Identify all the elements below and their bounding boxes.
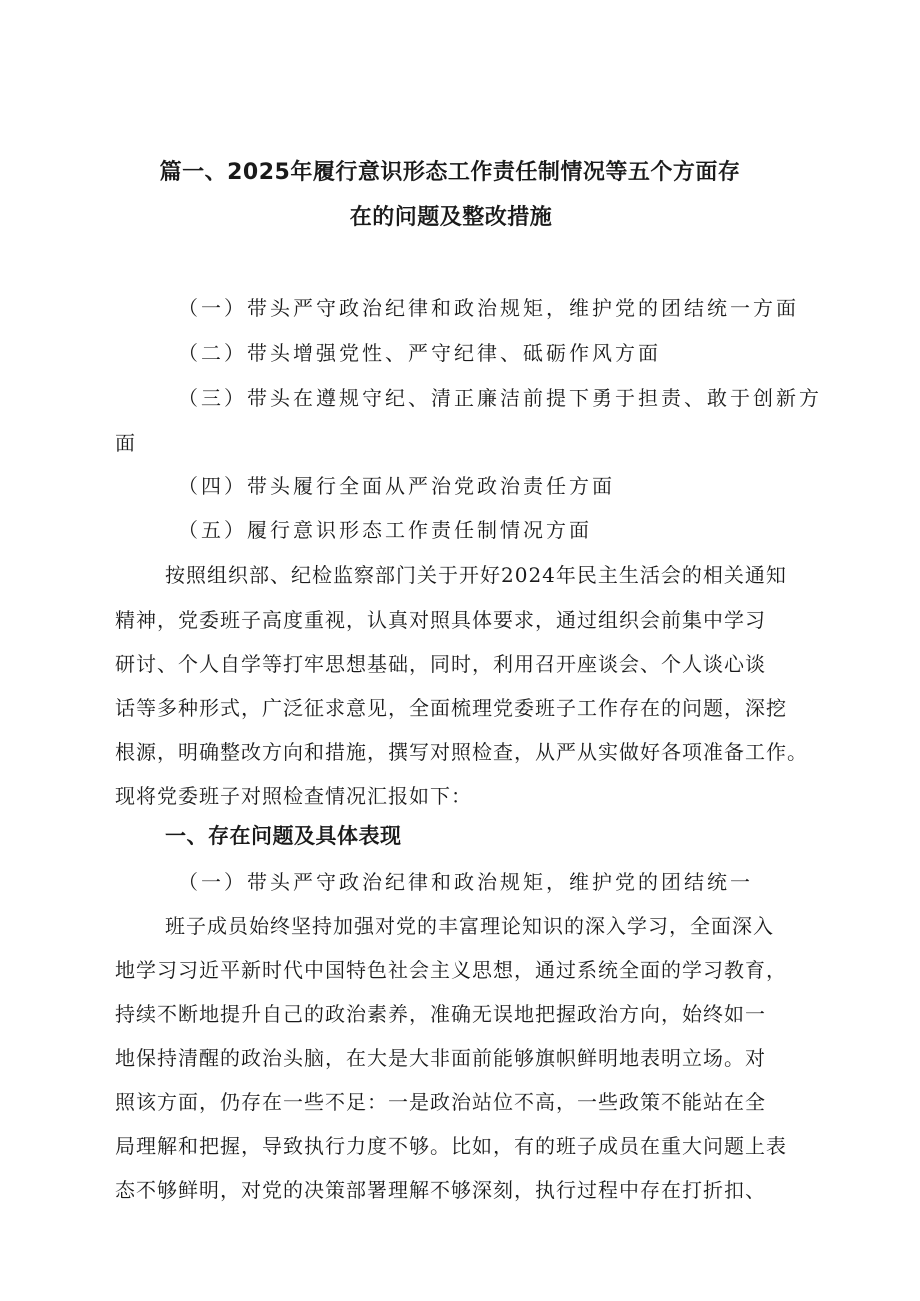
document-title-line-1: 篇一、2025年履行意识形态工作责任制情况等五个方面存 — [159, 160, 741, 185]
toc-item-3-continued: 面 — [115, 431, 136, 455]
section-heading: 一、存在问题及具体表现 — [165, 824, 402, 848]
body-line-2: 地学习习近平新时代中国特色社会主义思想，通过系统全面的学习教育， — [115, 958, 787, 982]
body-line-4: 地保持清醒的政治头脑，在大是大非面前能够旗帜鲜明地表明立场。对 — [115, 1046, 766, 1070]
intro-line-6: 现将党委班子对照检查情况汇报如下： — [115, 784, 472, 808]
toc-item-5: （五）履行意识形态工作责任制情况方面 — [178, 518, 592, 542]
body-line-7: 态不够鲜明，对党的决策部署理解不够深刻，执行过程中存在打折扣、 — [115, 1178, 766, 1202]
toc-item-2: （二）带头增强党性、严守纪律、砥砺作风方面 — [178, 341, 661, 365]
toc-item-1: （一）带头严守政治纪律和政治规矩，维护党的团结统一方面 — [178, 296, 799, 320]
intro-line-1: 按照组织部、纪检监察部门关于开好2024年民主生活会的相关通知 — [165, 563, 787, 587]
intro-line-4: 话等多种形式，广泛征求意见，全面梳理党委班子工作存在的问题，深挖 — [115, 696, 787, 720]
body-line-1: 班子成员始终坚持加强对党的丰富理论知识的深入学习，全面深入 — [165, 914, 774, 938]
document-title-line-2: 在的问题及整改措施 — [349, 205, 553, 230]
intro-line-5: 根源，明确整改方向和措施，撰写对照检查，从严从实做好各项准备工作。 — [115, 740, 808, 764]
toc-item-4: （四）带头履行全面从严治党政治责任方面 — [178, 474, 615, 498]
intro-line-2: 精神，党委班子高度重视，认真对照具体要求，通过组织会前集中学习 — [115, 608, 766, 632]
intro-line-3: 研讨、个人自学等打牢思想基础，同时，利用召开座谈会、个人谈心谈 — [115, 652, 766, 676]
toc-item-3: （三）带头在遵规守纪、清正廉洁前提下勇于担责、敢于创新方 — [178, 386, 822, 410]
body-line-5: 照该方面，仍存在一些不足：一是政治站位不高，一些政策不能站在全 — [115, 1090, 766, 1114]
body-line-6: 局理解和把握，导致执行力度不够。比如，有的班子成员在重大问题上表 — [115, 1134, 787, 1158]
body-line-3: 持续不断地提升自己的政治素养，准确无误地把握政治方向，始终如一 — [115, 1002, 766, 1026]
subsection-heading: （一）带头严守政治纪律和政治规矩，维护党的团结统一 — [178, 870, 753, 894]
